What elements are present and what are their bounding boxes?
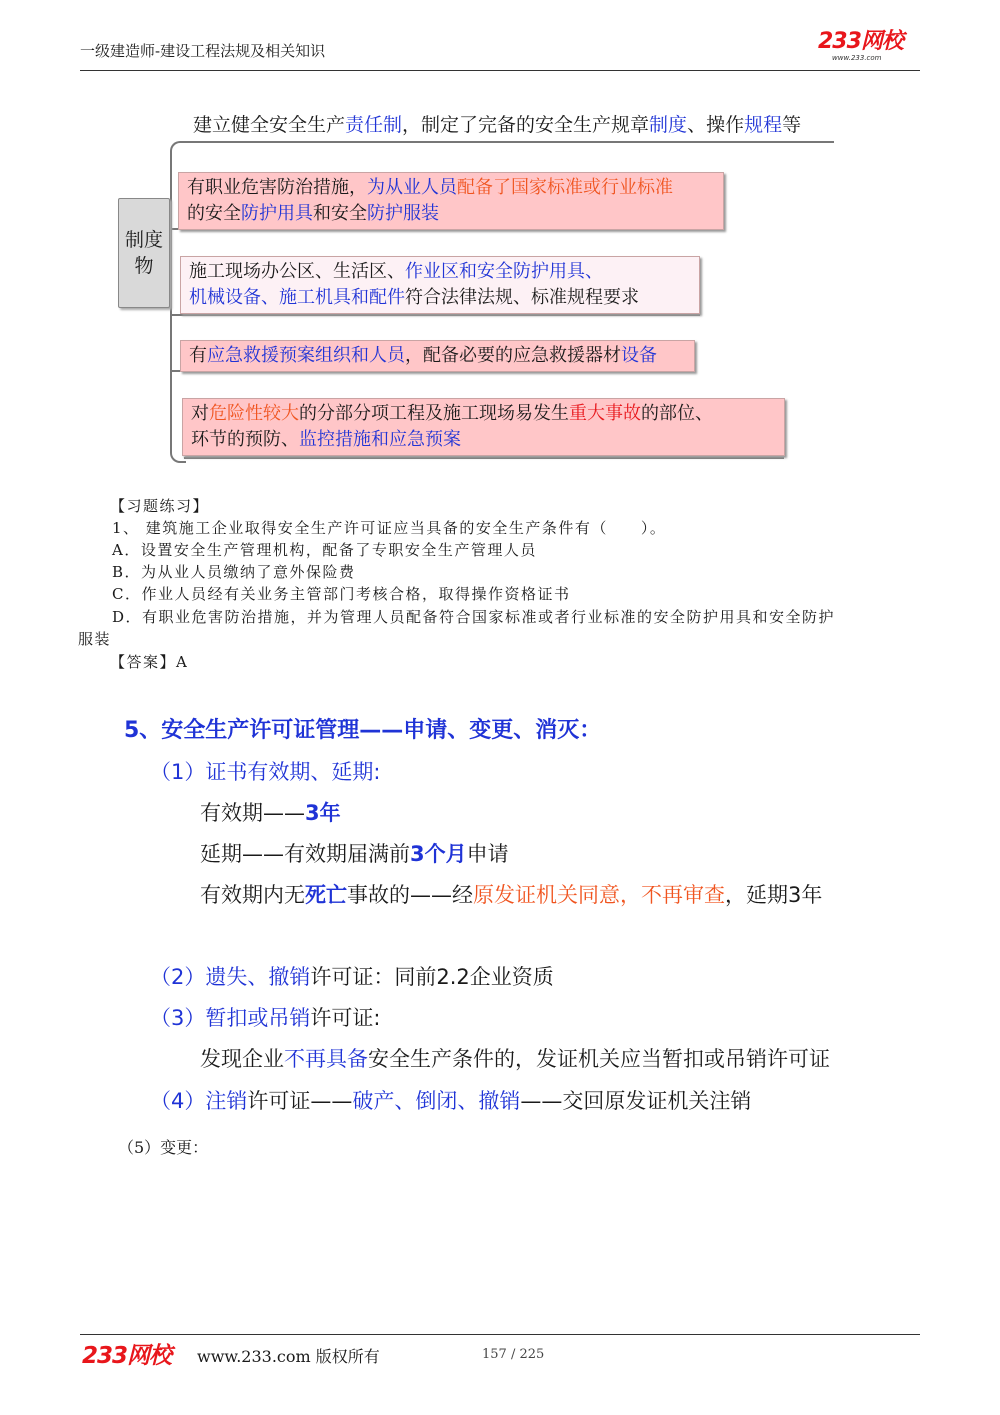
text-run: 等	[782, 114, 802, 136]
highlight-run: 注销	[205, 1089, 248, 1113]
exercise-answer: 【答案】A	[110, 653, 189, 671]
highlight-run: 机械设备、施工机具和配件	[189, 287, 405, 308]
highlight-run: 责任制	[345, 114, 403, 136]
header-title: 一级建造师-建设工程法规及相关知识	[80, 42, 326, 60]
text-run: 事故的——经	[347, 883, 473, 907]
mindmap-root-node	[118, 198, 170, 308]
mindmap-node-site	[180, 256, 700, 314]
exercise-question: 1、 建筑施工企业取得安全生产许可证应当具备的安全生产条件有（ ）。	[112, 519, 667, 537]
subsection-label: 证书有效期、延期:	[205, 760, 381, 784]
text-run: 、操作	[687, 114, 745, 136]
header-logo-text: 233网校	[818, 29, 903, 54]
text-run: 施工现场办公区、生活区、	[189, 261, 405, 282]
text-run: ——交回原发证机关注销	[520, 1089, 752, 1113]
highlight-run: 原发证机关同意，不再审查	[473, 883, 725, 907]
highlight-run: 死亡	[305, 883, 347, 907]
text-run: 安全生产条件的，发证机关应当暂扣或吊销许可证	[368, 1047, 830, 1071]
footer-divider	[80, 1334, 920, 1335]
footer-copyright: www.233.com 版权所有	[197, 1347, 380, 1366]
text-run: 和安全	[313, 203, 367, 224]
subsection-number: （2）	[150, 965, 206, 989]
highlight-run: 3年	[305, 801, 341, 825]
highlight-run: 破产、倒闭、撤销	[352, 1089, 521, 1113]
highlight-run: 防护服装	[367, 203, 439, 224]
subsection-number: （4）	[150, 1089, 206, 1113]
subsection-number: （1）	[150, 760, 206, 784]
text-run: 的安全	[187, 203, 241, 224]
extension-line	[200, 838, 509, 868]
highlight-run: 3个月	[410, 842, 467, 866]
header-logo-url: www.233.com	[832, 54, 882, 62]
highlight-run: 危险性较大	[209, 403, 299, 424]
text-run: 发现企业	[200, 1047, 284, 1071]
highlight-run: 不再具备	[284, 1047, 368, 1071]
text-run: 的部位、	[641, 403, 713, 424]
text-run: 符合法律法规、标准规程要求	[405, 287, 639, 308]
highlight-run: 应急救援预案组织和人员	[207, 345, 405, 366]
text-run: 许可证：同前2.2企业资质	[310, 965, 554, 989]
text-run: 延期——有效期届满前	[200, 842, 410, 866]
no-death-line	[200, 879, 822, 909]
text-run: 的分部分项工程及施工现场易发生	[299, 403, 569, 424]
highlight-run: 为从业人员	[367, 177, 457, 198]
text-run: 许可证——	[247, 1089, 353, 1113]
text-run: 有效期——	[200, 801, 305, 825]
subsection-3-detail	[200, 1043, 830, 1073]
section-title: 5、安全生产许可证管理——申请、变更、消灭：	[124, 718, 602, 743]
exercise-option-b: B．为从业人员缴纳了意外保险费	[112, 563, 356, 581]
mindmap-node-hazard	[182, 398, 785, 456]
highlight-run: 配备了国家标准或行业标准	[457, 177, 673, 198]
highlight-run: 设备	[621, 345, 657, 366]
exercise-option-a: A．设置安全生产管理机构，配备了专职安全生产管理人员	[112, 541, 537, 559]
subsection-2	[150, 961, 554, 991]
text-run: ，延期3年	[725, 883, 823, 907]
text-run: 许可证:	[310, 1006, 381, 1030]
text-run: 有职业危害防治措施，	[187, 177, 367, 198]
page-number: 157 / 225	[482, 1347, 545, 1362]
highlight-run: 监控措施和应急预案	[299, 429, 461, 450]
exercise-option-d: D．有职业危害防治措施，并为管理人员配备符合国家标准或者行业标准的安全防护用具和安全防护	[112, 608, 836, 626]
root-label: 物	[134, 255, 154, 277]
highlight-run: 遗失、撤销	[205, 965, 311, 989]
highlight-run: 制度	[649, 114, 688, 136]
mindmap-connector	[184, 457, 784, 459]
highlight-run: 规程	[744, 114, 783, 136]
highlight-run: 防护用具	[241, 203, 313, 224]
text-run: 建立健全安全生产	[193, 114, 346, 136]
mindmap-connector	[172, 314, 700, 316]
text-run: ，配备必要的应急救援器材	[405, 345, 621, 366]
text-run: 对	[191, 403, 209, 424]
subsection-number: （3）	[150, 1006, 206, 1030]
subsection-3	[150, 1002, 380, 1032]
text-run: 有效期内无	[200, 883, 305, 907]
mindmap-node-ppe	[178, 172, 724, 230]
mindmap-connector	[184, 141, 834, 143]
subsection-5: （5）变更：	[118, 1138, 209, 1157]
exercise-option-d-cont: 服装	[78, 630, 112, 648]
highlight-run: 作业区和安全防护用具、	[405, 261, 603, 282]
text-run: 环节的预防、	[191, 429, 299, 450]
text-run: ，制定了完备的安全生产规章	[402, 114, 650, 136]
mindmap	[0, 0, 1000, 470]
subsection-4	[150, 1085, 751, 1115]
root-label: 制度	[124, 229, 163, 251]
mindmap-node-emergency	[180, 340, 695, 372]
footer-logo: 233网校	[82, 1343, 172, 1369]
text-run: 申请	[466, 842, 509, 866]
exercise-heading: 【习题练习】	[110, 497, 210, 515]
text-run: 有	[189, 345, 207, 366]
mindmap-top-node	[193, 110, 801, 137]
validity-line	[200, 797, 341, 827]
highlight-run: 重大事故	[569, 403, 641, 424]
exercise-option-c: C．作业人员经有关业务主管部门考核合格，取得操作资格证书	[112, 585, 571, 603]
highlight-run: 暂扣或吊销	[205, 1006, 311, 1030]
subsection-1-title	[150, 756, 380, 786]
